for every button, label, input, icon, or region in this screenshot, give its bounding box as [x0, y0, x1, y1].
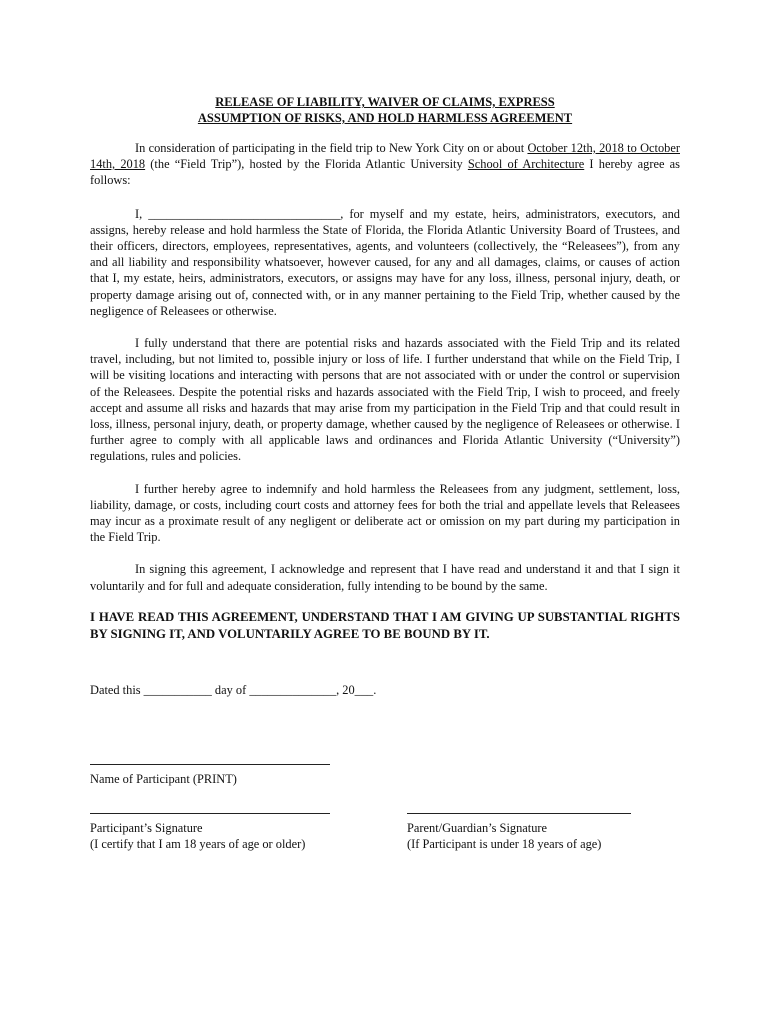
- title-line-2: ASSUMPTION OF RISKS, AND HOLD HARMLESS AGREEMENT: [197, 111, 573, 125]
- participant-name-line[interactable]: [90, 764, 330, 765]
- dated-line[interactable]: Dated this ___________ day of ______________, 20___.: [90, 682, 377, 697]
- participant-name-block: [90, 764, 330, 787]
- intro-post: I hereby agree as follows:: [90, 157, 680, 188]
- intro-paragraph: [90, 140, 680, 189]
- guardian-signature-note: (If Participant is under 18 years of age): [407, 837, 602, 851]
- document-page: [90, 94, 680, 851]
- participant-signature-label: Participant’s Signature: [90, 821, 203, 835]
- document-title: [90, 94, 680, 126]
- release-paragraph: [90, 206, 680, 319]
- guardian-signature-block: [407, 813, 631, 852]
- intro-mid: (the “Field Trip”), hosted by the Florida Atlantic University: [145, 157, 468, 172]
- risks-paragraph: I fully understand that there are potential risks and hazards associated with the Field Trip and its related travel, including, but not limited to, possible injury or loss of life. I further understand that while on the Field Trip, I will be visiting locations and interacting with persons that are not associated with or under the control or supervision of the Releasees. Despite the potential risks and hazards associated with the Field Trip, I wish to proceed, and freely accept and assume all risks and hazards that may arise from my participation in the Field Trip and that could result in loss, illness, personal injury, death, or property damage, whether caused by the negligence of Releasees or otherwise. I further agree to comply with all applicable laws and ordinances and Florida Atlantic University (“University”) regulations, rules and policies.: [90, 336, 680, 464]
- participant-signature-line[interactable]: [90, 813, 330, 814]
- school-name: School of Architecture: [467, 157, 585, 172]
- release-pre: I,: [135, 206, 149, 221]
- trip-dates: October 12th, 2018 to October 14th, 2018: [90, 141, 680, 172]
- participant-signature-note: (I certify that I am 18 years of age or older): [90, 837, 306, 851]
- acknowledgement-notice: I HAVE READ THIS AGREEMENT, UNDERSTAND THAT I AM GIVING UP SUBSTANTIAL RIGHTS BY SIGNING IT, AND VOLUNTARILY AGREE TO BE BOUND BY IT.: [90, 609, 680, 641]
- title-line-1: RELEASE OF LIABILITY, WAIVER OF CLAIMS, EXPRESS: [215, 95, 555, 109]
- participant-signature-block: [90, 813, 330, 852]
- signing-paragraph: In signing this agreement, I acknowledge and represent that I have read and understand it and that I sign it voluntarily and for full and adequate consideration, fully intending to be bound by the same.: [90, 562, 680, 593]
- guardian-signature-line[interactable]: [407, 813, 631, 814]
- indemnify-paragraph: I further hereby agree to indemnify and hold harmless the Releasees from any judgment, settlement, loss, liability, damage, or costs, including court costs and attorney fees for both the trial and appellate levels that Releasees may incur as a proximate result of any negligent or deliberate act or omission on my part during my participation in the Field Trip.: [90, 481, 680, 545]
- intro-pre: In consideration of participating in the field trip to New York City on or about: [135, 141, 528, 155]
- participant-name-blank[interactable]: _______________________________: [148, 206, 341, 221]
- guardian-signature-label: Parent/Guardian’s Signature: [407, 821, 548, 835]
- participant-name-label: Name of Participant (PRINT): [90, 772, 237, 786]
- release-post: , for myself and my estate, heirs, administrators, executors, and assigns, hereby release and hold harmless the State of Florida, the Florida Atlantic University Board of Trustees, and their officers, directors, employees, representatives, agents, and volunteers (collectively, the “Releasees”), from any and all liability and responsibility whatsoever, however caused, for any and all damages, claims, or causes of action that I, my estate, heirs, administrators, executors, or assigns may have for any loss, illness, personal injury, death, or property damage arising out of, connected with, or in any manner pertaining to the Field Trip, whether caused by the negligence of Releasees or otherwise.: [90, 206, 680, 318]
